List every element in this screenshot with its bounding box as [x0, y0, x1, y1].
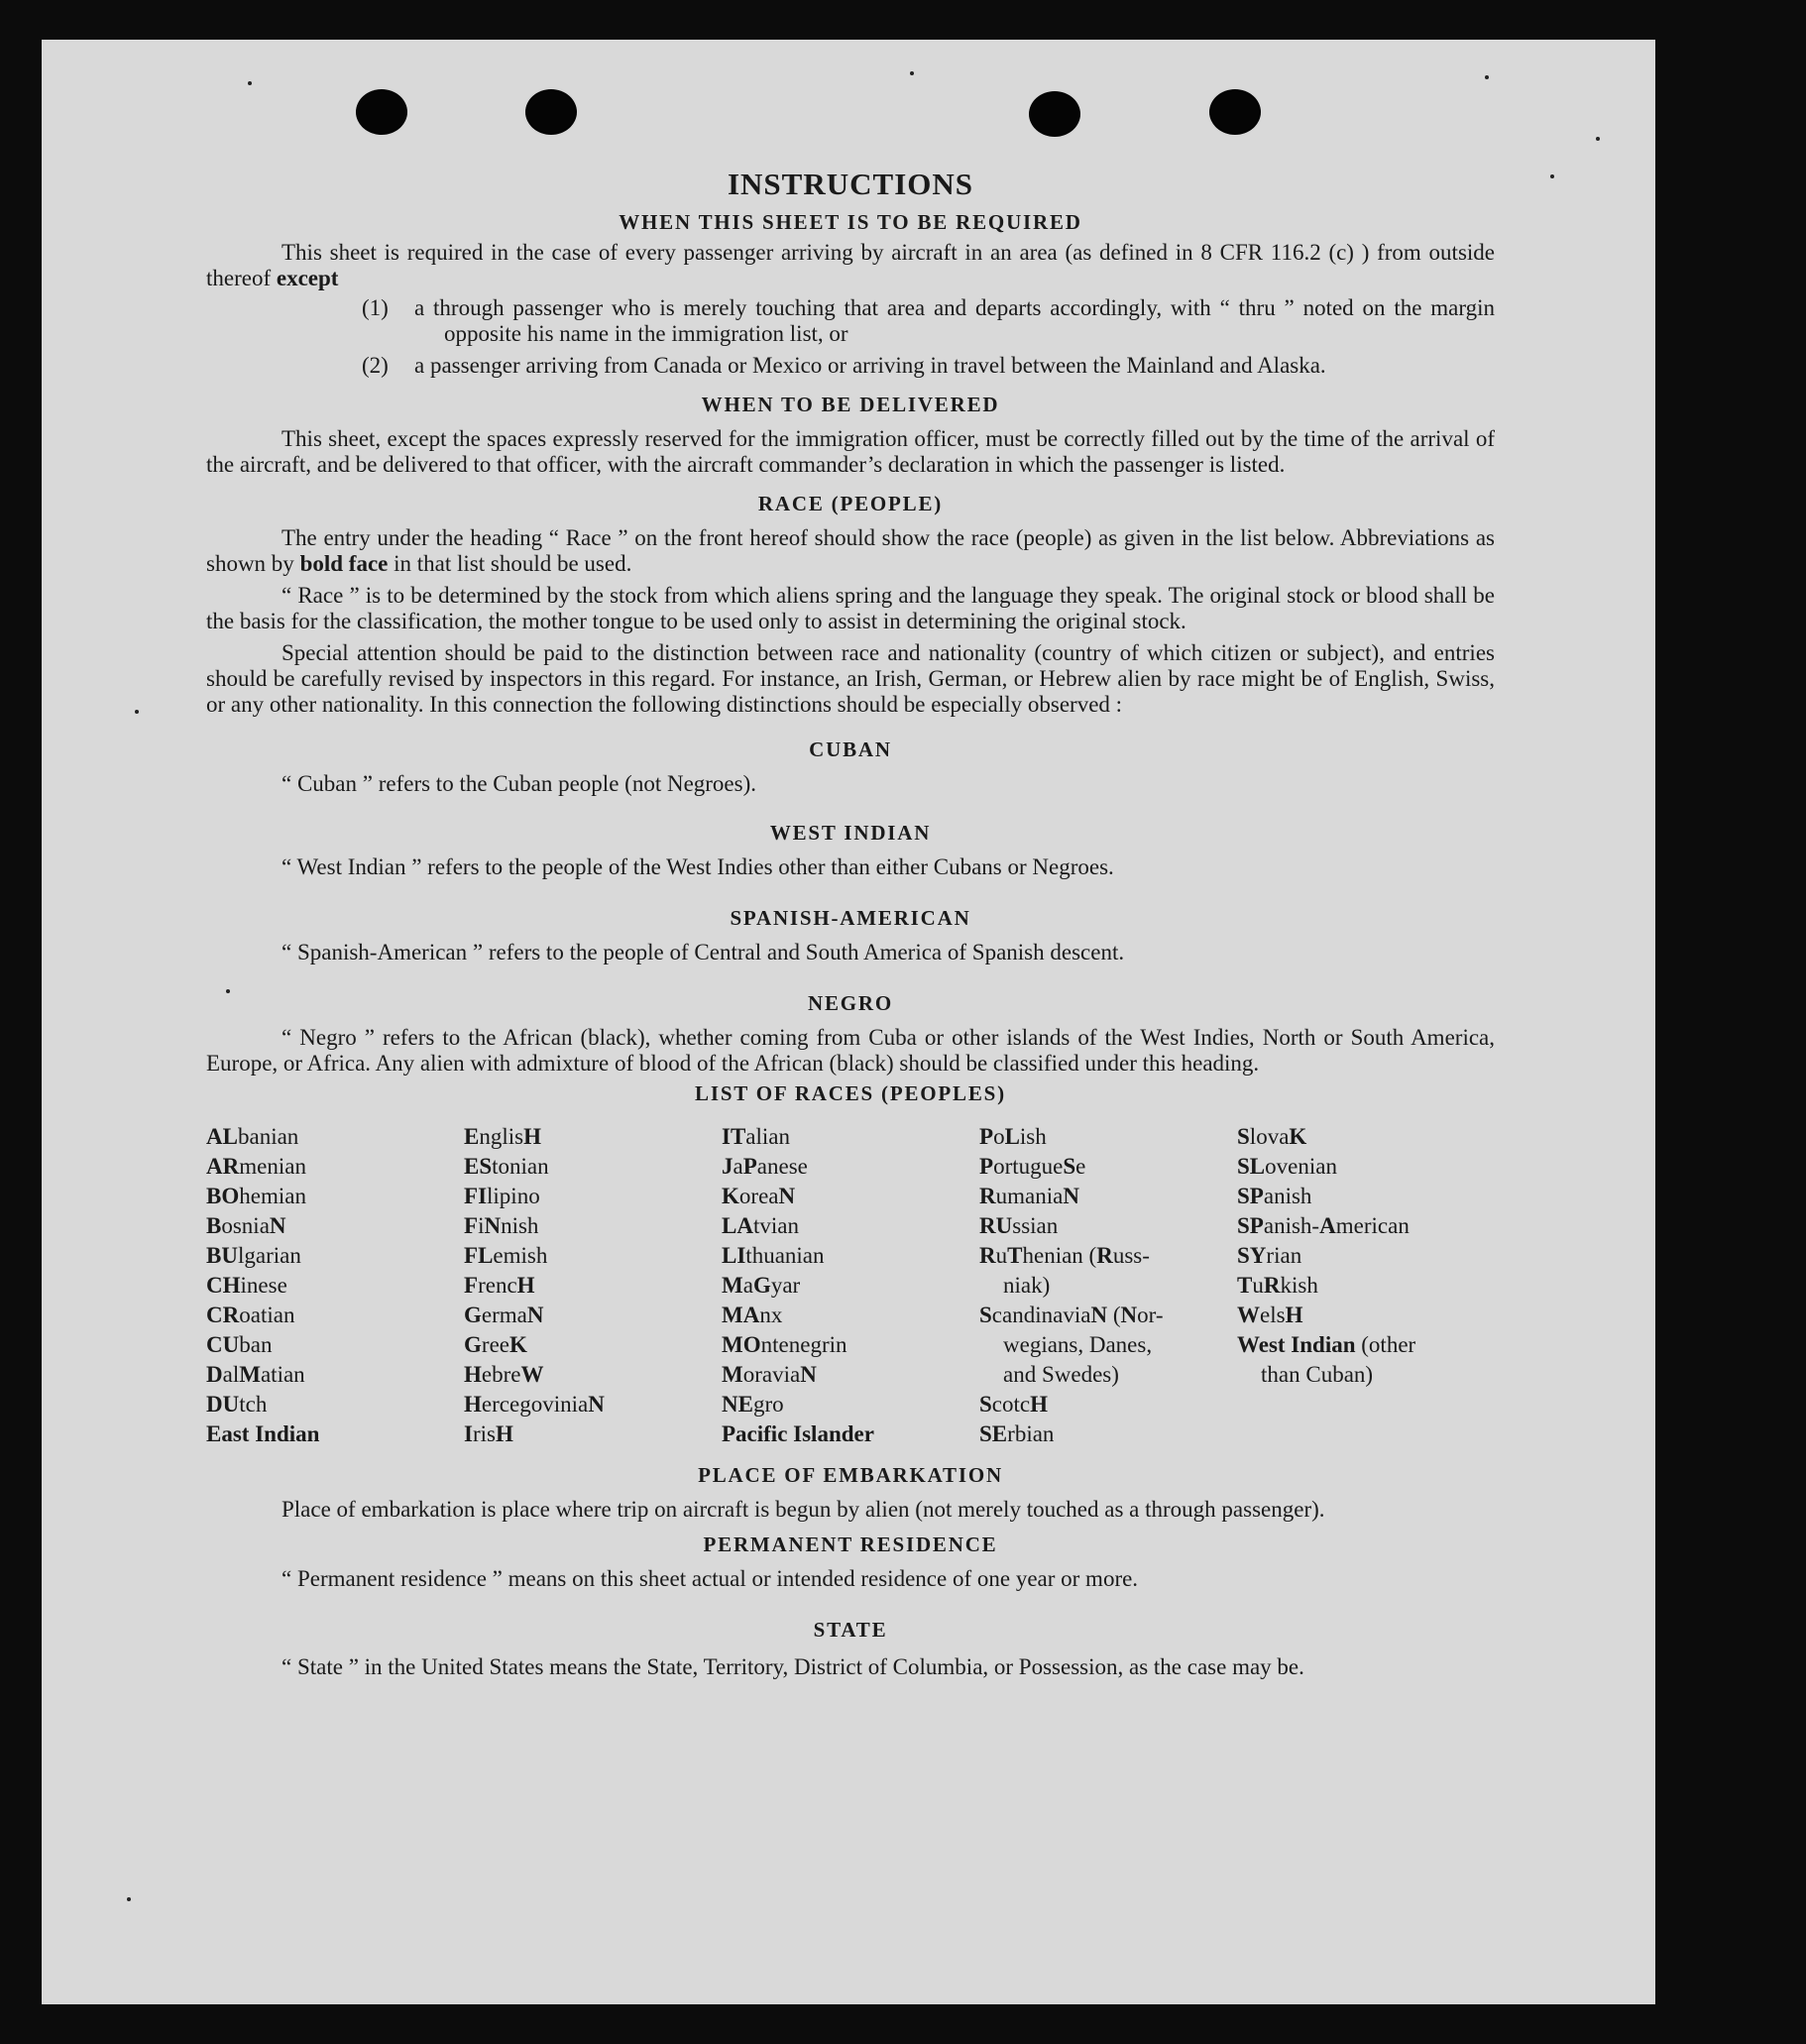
race-p1-post: in that list should be used.: [394, 551, 632, 576]
race-entry: RUssian: [979, 1213, 1059, 1238]
race-column: [979, 1122, 1237, 1449]
race-entry: PoLish: [979, 1124, 1047, 1149]
race-list: [206, 1122, 1495, 1449]
race-entry: BosniaN: [206, 1213, 286, 1238]
race-entry: PortugueSe: [979, 1154, 1086, 1179]
intro-except: except: [276, 266, 339, 290]
race-entry: CUban: [206, 1332, 273, 1357]
punch-hole: [1209, 89, 1261, 135]
punch-hole: [356, 89, 407, 135]
race-entry: IrisH: [464, 1421, 513, 1446]
race-p1-bold: bold face: [299, 551, 389, 576]
punch-hole: [1029, 91, 1080, 137]
residence-paragraph: “ Permanent residence ” means on this sheet actual or intended residence of one year or more.: [282, 1566, 1139, 1591]
race-entry: TuRkish: [1237, 1273, 1318, 1298]
speck: [1550, 174, 1554, 178]
race-entry: LAtvian: [722, 1213, 799, 1238]
heading-when-delivered: WHEN TO BE DELIVERED: [701, 393, 1000, 416]
heading-residence: PERMANENT RESIDENCE: [703, 1533, 998, 1556]
race-entry: KoreaN: [722, 1184, 796, 1208]
race-entry: FiNnish: [464, 1213, 539, 1238]
west-indian-paragraph: “ West Indian ” refers to the people of the West Indies other than either Cubans or Negroes.: [282, 854, 1114, 879]
speck: [910, 71, 914, 75]
heading-cuban: CUBAN: [809, 738, 892, 761]
intro-paragraph: [206, 240, 1495, 291]
punch-hole: [525, 89, 577, 135]
race-entry: ITalian: [722, 1124, 791, 1149]
speck: [135, 710, 139, 714]
race-entry: EnglisH: [464, 1124, 541, 1149]
race-entry: ScandinaviaN (Nor-: [979, 1303, 1164, 1327]
item-number: (1): [362, 295, 389, 320]
race-entry: and Swedes): [1003, 1362, 1119, 1387]
race-entry: SPanish-American: [1237, 1213, 1410, 1238]
race-p1-text: The entry under the heading “ Race ” on the front hereof should show the race (people) as given in the list below. Abbreviations as shown by: [206, 525, 1495, 576]
race-entry: SlovaK: [1237, 1124, 1307, 1149]
race-entry: MoraviaN: [722, 1362, 817, 1387]
spanish-american-paragraph: “ Spanish-American ” refers to the people of Central and South America of Spanish descent.: [282, 940, 1125, 965]
race-column: [464, 1122, 722, 1449]
race-entry: MAnx: [722, 1303, 783, 1327]
race-entry: GreeK: [464, 1332, 527, 1357]
race-entry: EStonian: [464, 1154, 549, 1179]
race-column: [206, 1122, 464, 1449]
race-entry: JaPanese: [722, 1154, 808, 1179]
race-entry: LIthuanian: [722, 1243, 825, 1268]
race-entry: DalMatian: [206, 1362, 305, 1387]
item-text: a through passenger who is merely touching that area and departs accordingly, with “ thru ” noted on the margin opposite his name in the immigration list, or: [414, 295, 1495, 346]
race-entry: GermaN: [464, 1303, 544, 1327]
heading-west-indian: WEST INDIAN: [769, 821, 932, 845]
heading-embarkation: PLACE OF EMBARKATION: [698, 1463, 1003, 1487]
document-sheet: [42, 40, 1655, 2004]
race-entry: DUtch: [206, 1392, 268, 1417]
negro-paragraph: “ Negro ” refers to the African (black), whether coming from Cuba or other islands of the West Indies, North or South America, Europe, or Africa. Any alien with admixture of blood of the African (black) should be classified under this heading.: [206, 1025, 1495, 1076]
race-entry: HercegoviniaN: [464, 1392, 605, 1417]
race-entry: ALbanian: [206, 1124, 299, 1149]
race-paragraph-3: Special attention should be paid to the distinction between race and nationality (country of which citizen or subject), and entries should be carefully revised by inspectors in this regard. For instance, an Irish, German, or Hebrew alien by race might be of English, Swiss, or any other nationality. In this connection the following distinctions should be especially observed :: [206, 640, 1495, 717]
item-text: a passenger arriving from Canada or Mexico or arriving in travel between the Mainland and Alaska.: [414, 353, 1326, 378]
state-paragraph: “ State ” in the United States means the State, Territory, District of Columbia, or Possession, as the case may be.: [282, 1654, 1304, 1679]
race-entry: FrencH: [464, 1273, 535, 1298]
race-entry: than Cuban): [1261, 1362, 1374, 1387]
race-entry: ScotcH: [979, 1392, 1049, 1417]
race-entry: SErbian: [979, 1421, 1055, 1446]
intro-text: This sheet is required in the case of every passenger arriving by aircraft in an area (as defined in 8 CFR 116.2 (c) ) from outside thereof: [206, 240, 1495, 290]
page-title: INSTRUCTIONS: [727, 167, 973, 201]
race-entry: niak): [1003, 1273, 1051, 1298]
race-paragraph-2: “ Race ” is to be determined by the stock from which aliens spring and the language they speak. The original stock or blood shall be the basis for the classification, the mother tongue to be used only to assist in determining the original stock.: [206, 583, 1495, 633]
speck: [1485, 75, 1489, 79]
race-entry: NEgro: [722, 1392, 784, 1417]
race-entry: WelsH: [1237, 1303, 1303, 1327]
race-entry: SLovenian: [1237, 1154, 1337, 1179]
heading-negro: NEGRO: [807, 991, 893, 1015]
race-entry: FIlipino: [464, 1184, 540, 1208]
race-entry: SPanish: [1237, 1184, 1312, 1208]
race-entry: SYrian: [1237, 1243, 1302, 1268]
item-number: (2): [362, 353, 389, 378]
race-column: [722, 1122, 979, 1449]
heading-when-required: WHEN THIS SHEET IS TO BE REQUIRED: [619, 210, 1082, 234]
speck: [127, 1897, 131, 1901]
race-paragraph-1: [206, 525, 1495, 577]
race-entry: HebreW: [464, 1362, 544, 1387]
exception-item-2: [362, 353, 1495, 379]
heading-race: RACE (PEOPLE): [757, 492, 944, 515]
cuban-paragraph: “ Cuban ” refers to the Cuban people (not Negroes).: [282, 771, 757, 796]
race-entry: FLemish: [464, 1243, 548, 1268]
delivered-paragraph: This sheet, except the spaces expressly reserved for the immigration officer, must be correctly filled out by the time of the arrival of the aircraft, and be delivered to that officer, with the aircraft commander’s declaration in which the passenger is listed.: [206, 426, 1495, 477]
race-entry: wegians, Danes,: [1003, 1332, 1153, 1357]
race-entry: West Indian (other: [1237, 1332, 1416, 1357]
race-entry: CHinese: [206, 1273, 287, 1298]
race-entry: Pacific Islander: [722, 1421, 874, 1446]
heading-state: STATE: [813, 1618, 888, 1642]
race-entry: MOntenegrin: [722, 1332, 847, 1357]
race-entry: East Indian: [206, 1421, 320, 1446]
race-entry: ARmenian: [206, 1154, 306, 1179]
race-entry: MaGyar: [722, 1273, 801, 1298]
race-entry: RuThenian (Russ-: [979, 1243, 1150, 1268]
speck: [1596, 137, 1600, 141]
race-entry: BOhemian: [206, 1184, 306, 1208]
embarkation-paragraph: Place of embarkation is place where trip on aircraft is begun by alien (not merely touched as a through passenger).: [282, 1497, 1325, 1522]
heading-race-list: LIST OF RACES (PEOPLES): [695, 1081, 1006, 1105]
race-entry: BUlgarian: [206, 1243, 301, 1268]
speck: [248, 81, 252, 85]
exception-item-1: [362, 295, 1495, 347]
heading-spanish-american: SPANISH-AMERICAN: [730, 906, 971, 930]
race-column: [1237, 1122, 1495, 1449]
race-entry: RumaniaN: [979, 1184, 1079, 1208]
race-entry: CRoatian: [206, 1303, 295, 1327]
instructions-content: [206, 167, 1495, 1683]
